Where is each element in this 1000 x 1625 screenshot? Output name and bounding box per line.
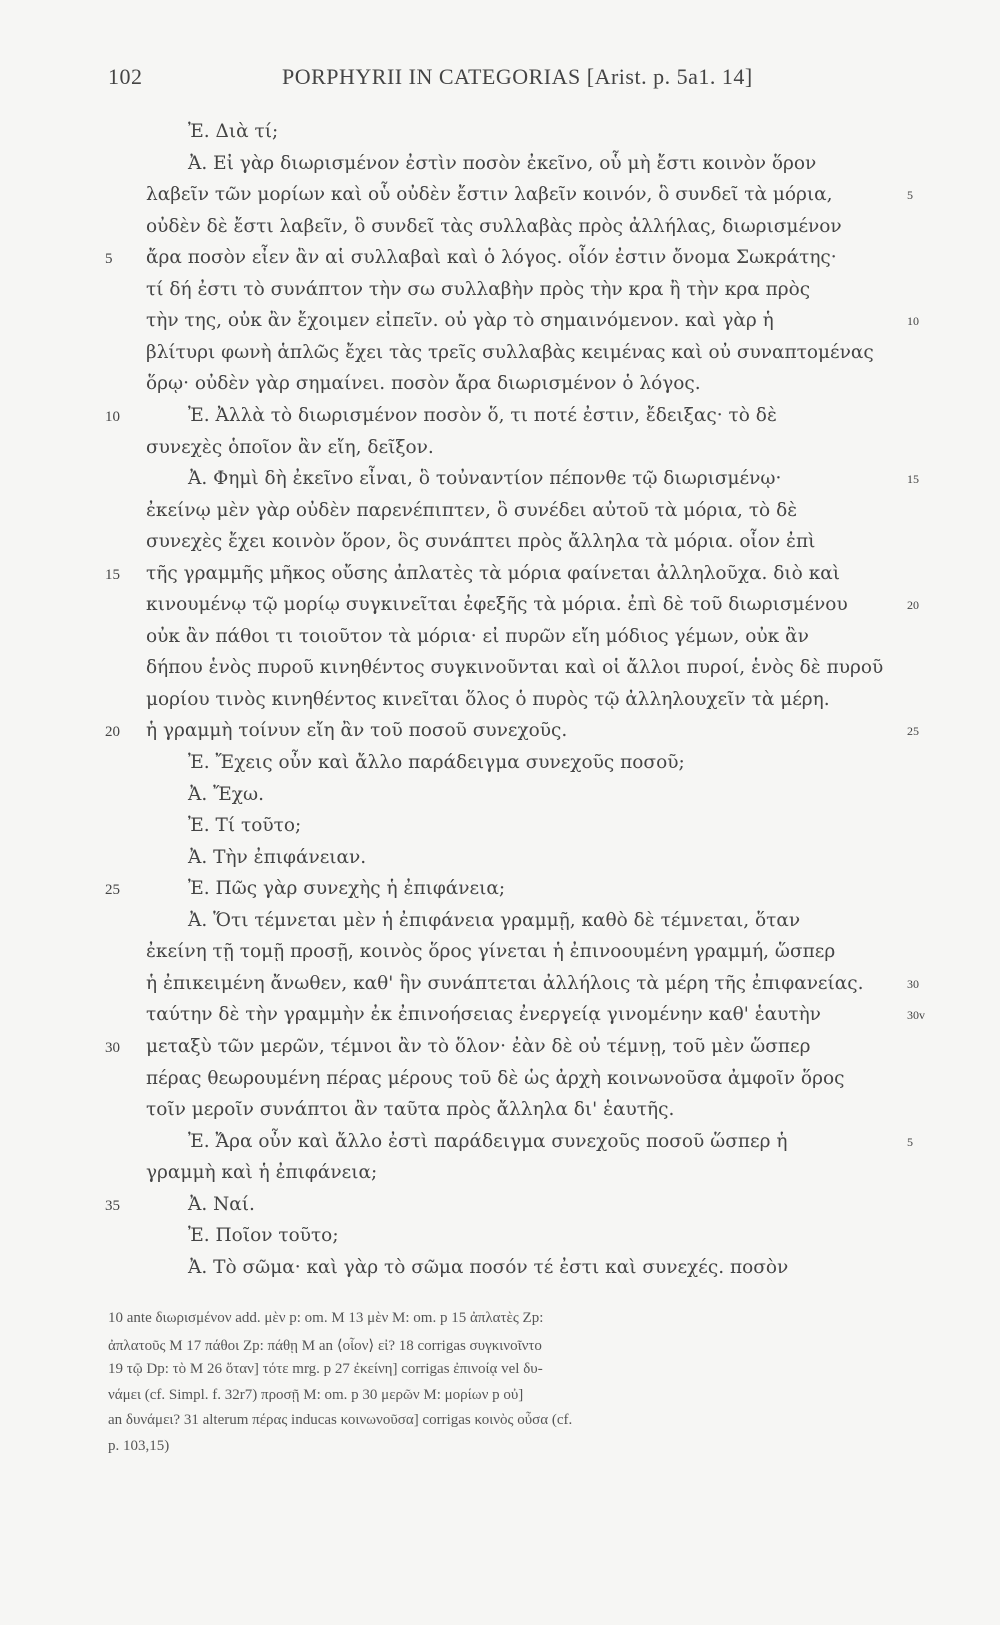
text-line: Ἐ. Πῶς γὰρ συνεχὴς ἡ ἐπιφάνεια;	[188, 878, 506, 899]
text-line: Ἀ. Εἰ γὰρ διωρισμένον ἐστὶν ποσὸν ἐκεῖνο, οὗ μὴ ἔστι κοινὸν ὅρον	[188, 153, 817, 174]
line-number-left: 20	[105, 724, 120, 740]
text-line: βλίτυρι φωνὴ ἁπλῶς ἔχει τὰς τρεῖς συλλαβὰς κειμένας καὶ οὐ συναπτομένας	[146, 342, 874, 363]
text-line: δήπου ἑνὸς πυροῦ κινηθέντος συγκινοῦνται καὶ οἱ ἄλλοι πυροί, ἑνὸς δὲ πυροῦ	[146, 657, 884, 678]
text-line: Ἐ. Τί τοῦτο;	[188, 815, 302, 836]
line-number-right: 20	[907, 598, 919, 612]
text-line: Ἐ. Ἀλλὰ τὸ διωρισμένον ποσὸν ὅ, τι ποτέ ἐστιν, ἔδειξας· τὸ δὲ	[188, 405, 777, 426]
text-line: συνεχὲς ὁποῖον ἂν εἴη, δεῖξον.	[146, 437, 434, 458]
line-number-left: 30	[105, 1040, 120, 1056]
text-line: πέρας θεωρουμένη πέρας μέρους τοῦ δὲ ὡς ἀρχὴ κοινωνοῦσα ἀμφοῖν ὅρος	[146, 1068, 845, 1089]
footnote-separator	[108, 1291, 928, 1292]
footnote-line: ἀπλατοῦς M 17 πάθοι Zp: πάθῃ M an ⟨οἷον⟩ εἰ? 18 corrigas συγκινοῖντο	[108, 1338, 542, 1354]
text-line: Ἀ. Ὅτι τέμνεται μὲν ἡ ἐπιφάνεια γραμμῇ, καθὸ δὲ τέμνεται, ὅταν	[188, 910, 801, 931]
text-line: τῆς γραμμῆς μῆκος οὔσης ἀπλατὲς τὰ μόρια φαίνεται ἀλληλοῦχα. διὸ καὶ	[146, 563, 841, 584]
text-line: λαβεῖν τῶν μορίων καὶ οὗ οὐδὲν ἔστιν λαβεῖν κοινόν, ὃ συνδεῖ τὰ μόρια,	[146, 184, 833, 205]
line-number-left: 5	[105, 251, 113, 267]
line-number-right: 5	[907, 188, 913, 202]
text-line: ἄρα ποσὸν εἶεν ἂν αἱ συλλαβαὶ καὶ ὁ λόγος. οἷόν ἐστιν ὄνομα Σωκράτης·	[146, 247, 837, 268]
text-line: Ἐ. Ἄρα οὖν καὶ ἄλλο ἐστὶ παράδειγμα συνεχοῦς ποσοῦ ὥσπερ ἡ	[188, 1131, 788, 1152]
text-line: Ἀ. Φημὶ δὴ ἐκεῖνο εἶναι, ὃ τοὐναντίον πέπονθε τῷ διωρισμένῳ·	[188, 468, 782, 489]
text-line: Ἐ. Ποῖον τοῦτο;	[188, 1225, 339, 1246]
line-number-right: 30v	[907, 1008, 925, 1022]
text-line: γραμμὴ καὶ ἡ ἐπιφάνεια;	[146, 1162, 378, 1183]
line-number-left: 25	[105, 882, 120, 898]
line-number-right: 10	[907, 314, 919, 328]
text-line: ἡ ἐπικειμένη ἄνωθεν, καθ' ἣν συνάπτεται ἀλλήλοις τὰ μέρη τῆς ἐπιφανείας.	[146, 973, 864, 994]
line-number-right: 5	[907, 1135, 913, 1149]
text-line: οὐδὲν δὲ ἔστι λαβεῖν, ὃ συνδεῖ τὰς συλλαβὰς πρὸς ἀλλήλας, διωρισμένον	[146, 216, 842, 237]
text-line: μεταξὺ τῶν μερῶν, τέμνοι ἂν τὸ ὅλον· ἐὰν δὲ οὐ τέμνῃ, τοῦ μὲν ὥσπερ	[146, 1036, 811, 1057]
running-title: PORPHYRII IN CATEGORIAS [Arist. p. 5a1. 14]	[282, 64, 753, 89]
text-line: κινουμένῳ τῷ μορίῳ συγκινεῖται ἐφεξῆς τὰ μόρια. ἐπὶ δὲ τοῦ διωρισμένου	[146, 594, 848, 615]
text-line: ἐκείνη τῇ τομῇ προσῇ, κοινὸς ὅρος γίνεται ἡ ἐπινοουμένη γραμμή, ὥσπερ	[146, 941, 836, 962]
text-line: ἐκείνῳ μὲν γὰρ οὐδὲν παρενέπιπτεν, ὃ συνέδει αὐτοῦ τὰ μόρια, τὸ δὲ	[146, 500, 798, 521]
text-line: ἡ γραμμὴ τοίνυν εἴη ἂν τοῦ ποσοῦ συνεχοῦς.	[146, 720, 568, 741]
text-line: τί δή ἐστι τὸ συνάπτον τὴν σω συλλαβὴν πρὸς τὴν κρα ἢ τὴν κρα πρὸς	[146, 279, 811, 300]
line-number-left: 10	[105, 409, 120, 425]
footnote-line: 19 τῷ Dp: τὸ M 26 ὅταν] τότε mrg. p 27 ἐκείνη] corrigas ἐπινοίᾳ vel δυ-	[108, 1361, 543, 1377]
text-line: Ἐ. Διὰ τί;	[188, 121, 279, 142]
page-number: 102	[108, 64, 143, 89]
text-line: συνεχὲς ἔχει κοινὸν ὅρον, ὃς συνάπτει πρὸς ἄλληλα τὰ μόρια. οἷον ἐπὶ	[146, 531, 816, 552]
footnote-line: νάμει (cf. Simpl. f. 32r7) προσῇ M: om. p 30 μερῶν M: μορίων p οὐ]	[108, 1387, 524, 1403]
text-line: μορίου τινὸς κινηθέντος κινεῖται ὅλος ὁ πυρὸς τῷ ἀλληλουχεῖν τὰ μέρη.	[146, 689, 830, 710]
footnote-line: an δυνάμει? 31 alterum πέρας inducas κοινωνοῦσα] corrigas κοινὸς οὖσα (cf.	[108, 1412, 573, 1428]
text-line: Ἀ. Ἔχω.	[188, 784, 264, 805]
text-line: ὅρῳ· οὐδὲν γὰρ σημαίνει. ποσὸν ἄρα διωρισμένον ὁ λόγος.	[146, 373, 701, 394]
text-line: Ἐ. Ἔχεις οὖν καὶ ἄλλο παράδειγμα συνεχοῦς ποσοῦ;	[188, 752, 685, 773]
line-number-right: 30	[907, 977, 919, 991]
text-line: ταύτην δὲ τὴν γραμμὴν ἐκ ἐπινοήσειας ἐνεργείᾳ γινομένην καθ' ἑαυτὴν	[146, 1004, 821, 1025]
line-number-right: 25	[907, 724, 919, 738]
text-line: Ἀ. Τὴν ἐπιφάνειαν.	[188, 847, 367, 868]
line-number-right: 15	[907, 472, 919, 486]
text-line: Ἀ. Τὸ σῶμα· καὶ γὰρ τὸ σῶμα ποσόν τέ ἐστι καὶ συνεχές. ποσὸν	[188, 1257, 789, 1278]
footnote-line: 10 ante διωρισμένον add. μὲν p: om. M 13 μὲν M: om. p 15 ἀπλατὲς Zp:	[108, 1310, 544, 1326]
line-number-left: 35	[105, 1198, 120, 1214]
text-line: οὐκ ἂν πάθοι τι τοιοῦτον τὰ μόρια· εἰ πυρῶν εἴη μόδιος γέμων, οὐκ ἂν	[146, 626, 809, 647]
line-number-left: 15	[105, 567, 120, 583]
text-line: τὴν της, οὐκ ἂν ἔχοιμεν εἰπεῖν. οὐ γὰρ τὸ σημαινόμενον. καὶ γὰρ ἡ	[146, 310, 774, 331]
text-line: Ἀ. Ναί.	[188, 1194, 255, 1215]
text-line: τοῖν μεροῖν συνάπτοι ἂν ταῦτα πρὸς ἄλληλα δι' ἑαυτῆς.	[146, 1099, 675, 1120]
footnote-line: p. 103,15)	[108, 1438, 170, 1454]
